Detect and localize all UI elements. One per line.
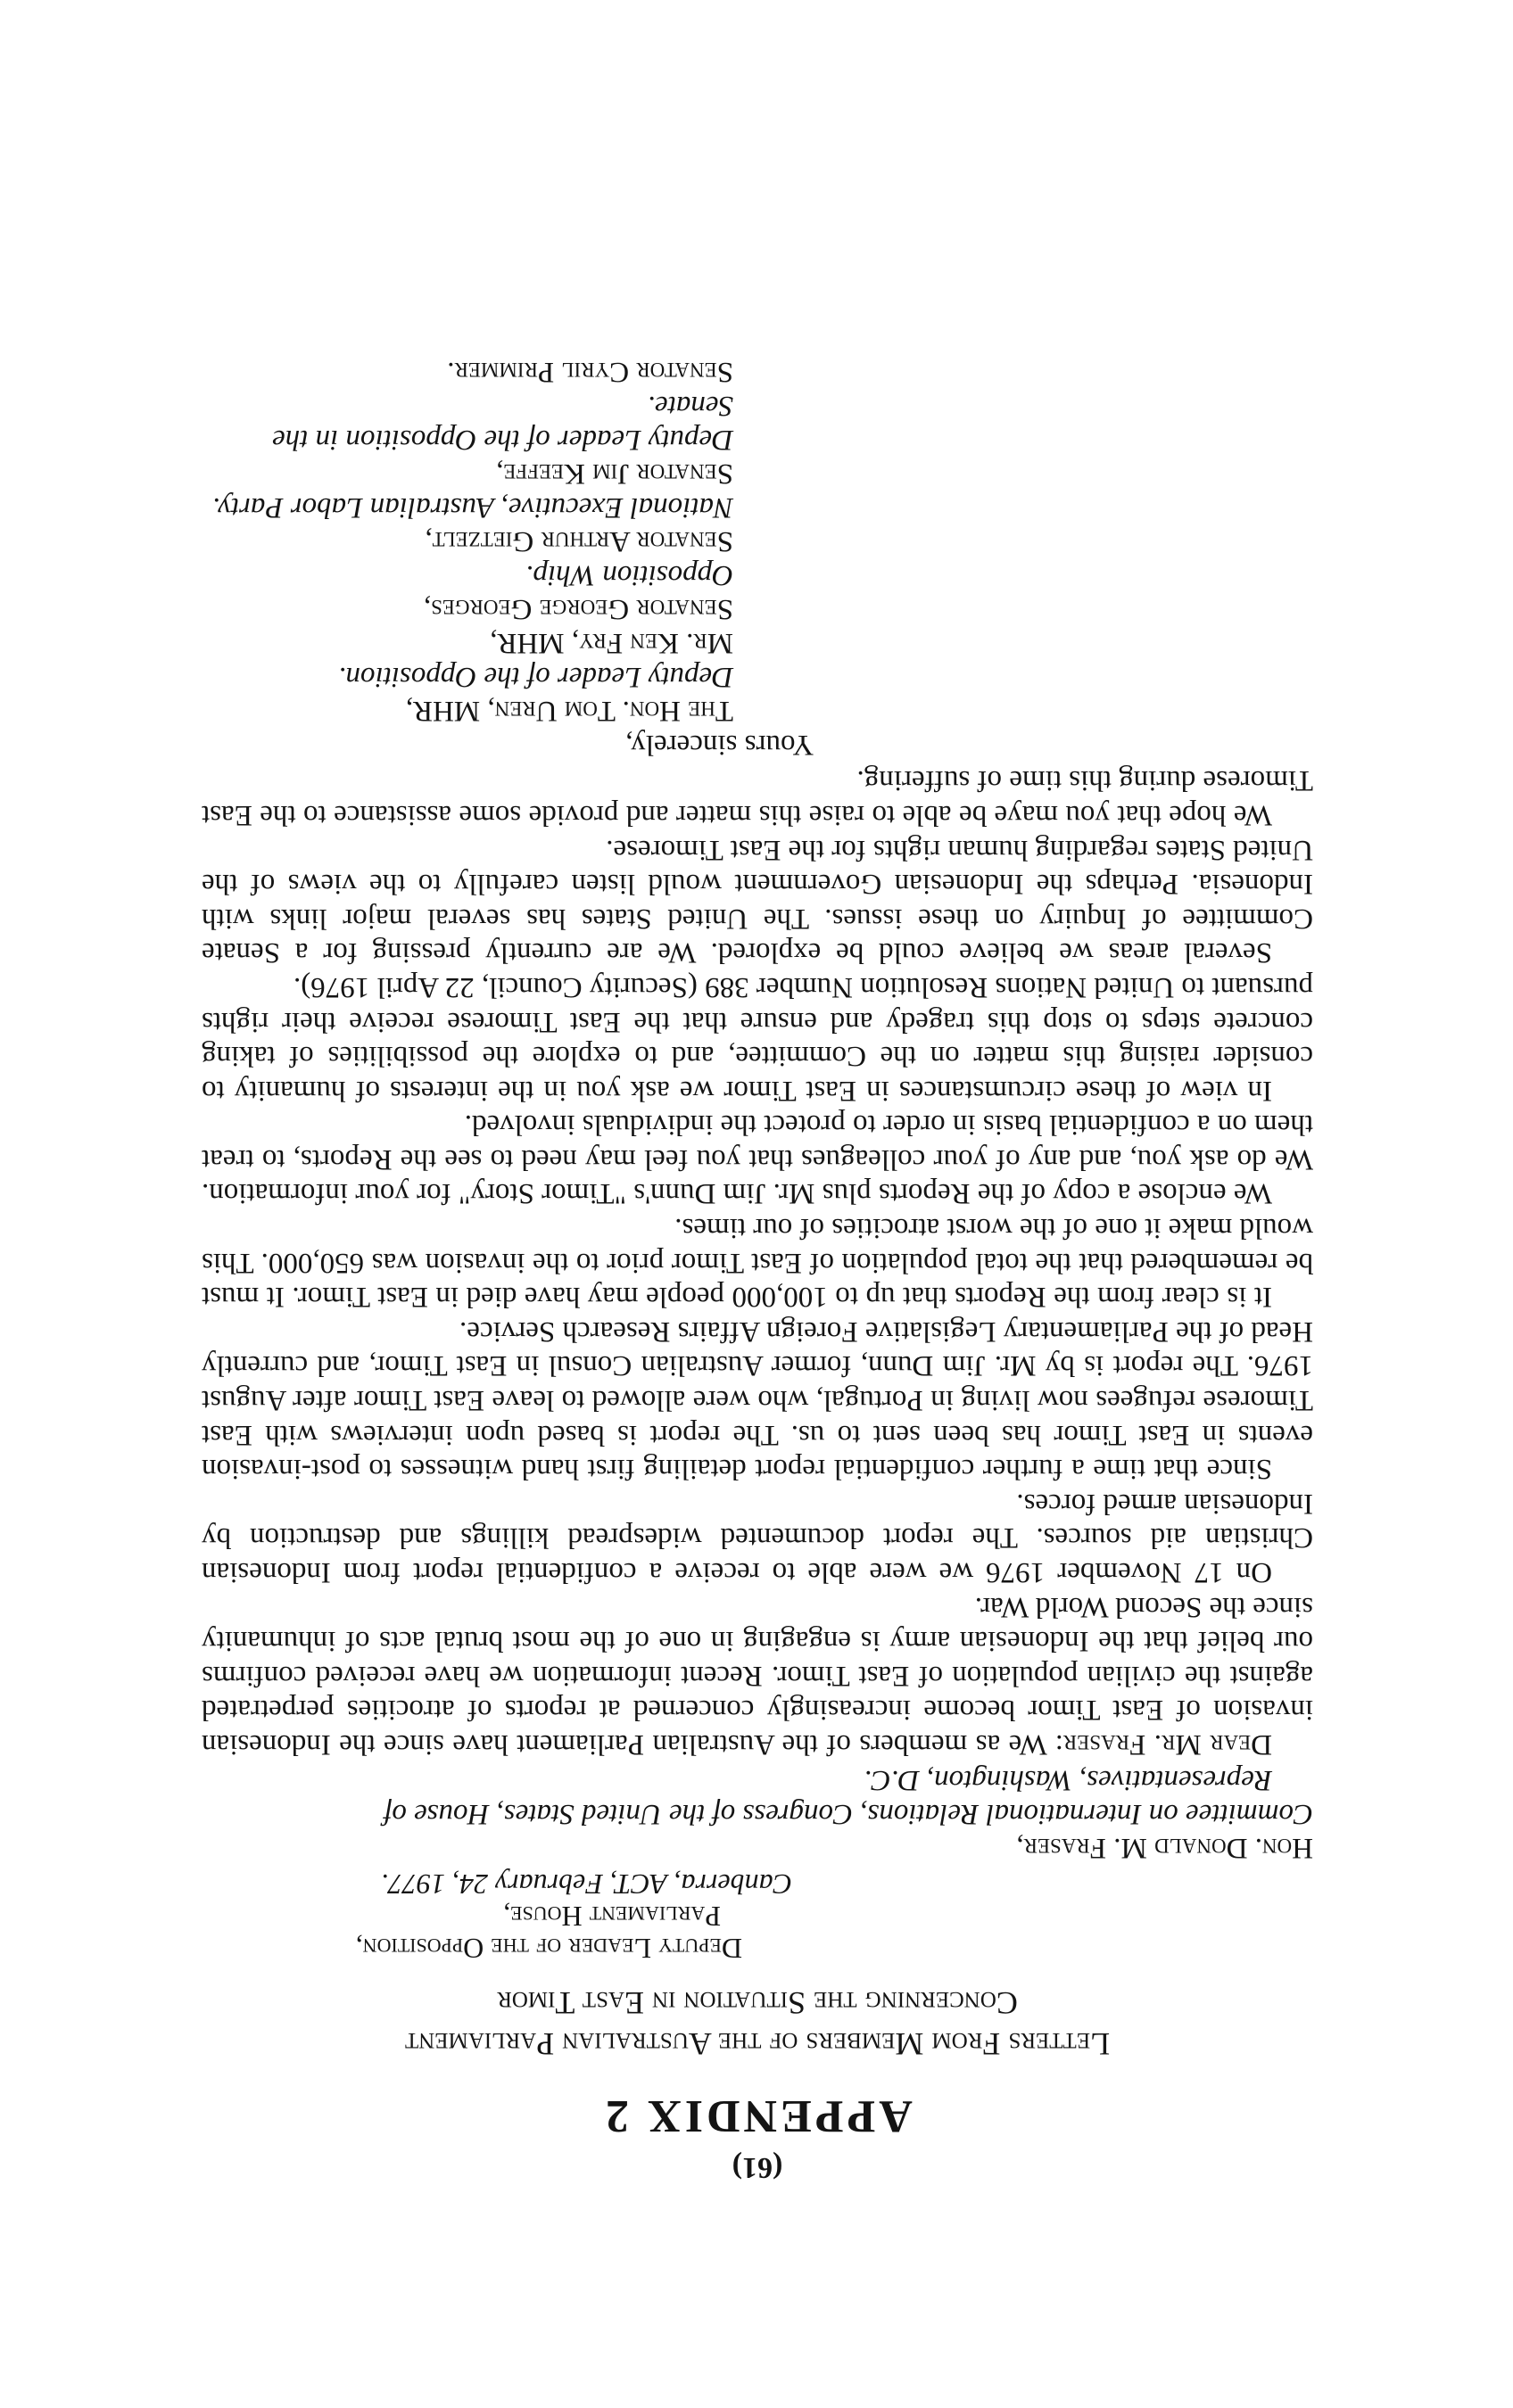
paragraph-5: We enclose a copy of the Reports plus Mr. Jim Dunn's "Timor Story" for your information. We do ask you, and any of your colleagues that you feel may need to see the Reports, to treat them on a confidential basis in order to protect the individuals involved.	[202, 1109, 1313, 1210]
sender-address	[202, 1868, 792, 1965]
address-line-2: Parliament House,	[503, 1901, 721, 1933]
signatory-4	[202, 491, 733, 558]
closing: Yours sincerely,	[625, 728, 814, 761]
signatory-3	[202, 558, 733, 626]
recipient-block	[202, 1763, 1313, 1865]
paragraph-1-text: : We as members of the Australian Parliament have since the Indonesian invasion of East Timor become increasingly concerned at reports of atrocities perpetrated against the civilian population of East Timor. Recent information we have received confirms our belief that the Indonesian army is engaging in one of the most brutal acts of inhumanity since the Second World War.	[202, 1590, 1313, 1761]
address-line-3: Canberra, ACT, February 24, 1977.	[380, 1868, 792, 1901]
paragraph-6: In view of these circumstances in East Timor we ask you in the interests of humanity to consider raising this matter on the Committee, and to explore the possibilities of taking concrete steps to stop this tragedy and ensure that the East Timorese receive their rights pursuant to United Nations Resolution Number 389 (Security Council, 22 April 1976).	[202, 970, 1313, 1107]
recipient-committee: Committee on International Relations, Congress of the United States, House of Representatives, Washington, D.C.	[384, 1764, 1313, 1830]
recipient-name: Hon. Donald M. Fraser,	[1016, 1832, 1313, 1864]
signatories	[202, 355, 733, 728]
page-number: (61)	[732, 2151, 783, 2184]
paragraph-1	[202, 1589, 1313, 1761]
paragraph-7: Several areas we believe could be explored. We are currently pressing for a Senate Committee of Inquiry on these issues. The United States has several major links with Indonesia. Perhaps the Indonesian Government would listen carefully to the views of the United States regarding human rights for the East Timorese.	[202, 833, 1313, 969]
signatory-2	[202, 626, 733, 660]
paragraph-8: We hope that you maye be able to raise this matter and provide some assistance to the East Timorese during this time of suffering.	[202, 764, 1313, 831]
signatory-6	[202, 355, 733, 389]
signatory-name: Senator Cyril Primmer.	[447, 355, 733, 388]
signatory-name: Senator Jim Keeffe,	[496, 457, 733, 490]
letters-caption	[202, 1983, 1313, 2065]
salutation: Dear Mr. Fraser	[1062, 1728, 1272, 1761]
signatory-5	[202, 389, 733, 491]
page-content	[202, 355, 1313, 2185]
signatory-name: Senator Arthur Gietzelt,	[425, 524, 733, 557]
signatory-1	[202, 660, 733, 728]
address-line-1: Deputy Leader of the Opposition,	[355, 1933, 742, 1965]
caption-line-1: Letters From Members of the Australian Parliament	[404, 2026, 1111, 2062]
signatory-role: National Executive, Australian Labor Party.	[211, 491, 733, 524]
appendix-title: APPENDIX 2	[602, 2091, 913, 2141]
paragraph-3: Since that time a further confidential report detailing first hand witnesses to post-invasion events in East Timor has been sent to us. The report is based upon interviews with East Timorese refugees now living in Portugal, who were allowed to leave East Timor after August 1976. The report is by Mr. Jim Dunn, former Australian Consul in East Timor, and currently Head of the Parliamentary Legislative Foreign Affairs Research Service.	[202, 1315, 1313, 1486]
letter-body	[202, 763, 1313, 1761]
caption-line-2: Concerning the Situation in East Timor	[497, 1985, 1018, 2021]
signatory-name: The Hon. Tom Uren, MHR,	[405, 694, 733, 727]
signatory-role: Deputy Leader of the Opposition in the Senate.	[272, 389, 733, 456]
paragraph-2: On 17 November 1976 we were able to receive a confidential report from Indonesian Christian aid sources. The report documented widespread killings and destruction by Indonesian armed forces.	[202, 1487, 1313, 1589]
paragraph-4: It is clear from the Reports that up to 100,000 people may have died in East Timor. It must be remembered that the total population of East Timor prior to the invasion was 650,000. This would make it one of the worst atrocities of our times.	[202, 1212, 1313, 1314]
signatory-name: Mr. Ken Fry, MHR,	[490, 626, 733, 659]
signatory-role: Deputy Leader of the Opposition.	[338, 660, 733, 693]
signatory-name: Senator George Georges,	[423, 592, 733, 625]
signatory-role: Opposition Whip.	[525, 558, 733, 591]
